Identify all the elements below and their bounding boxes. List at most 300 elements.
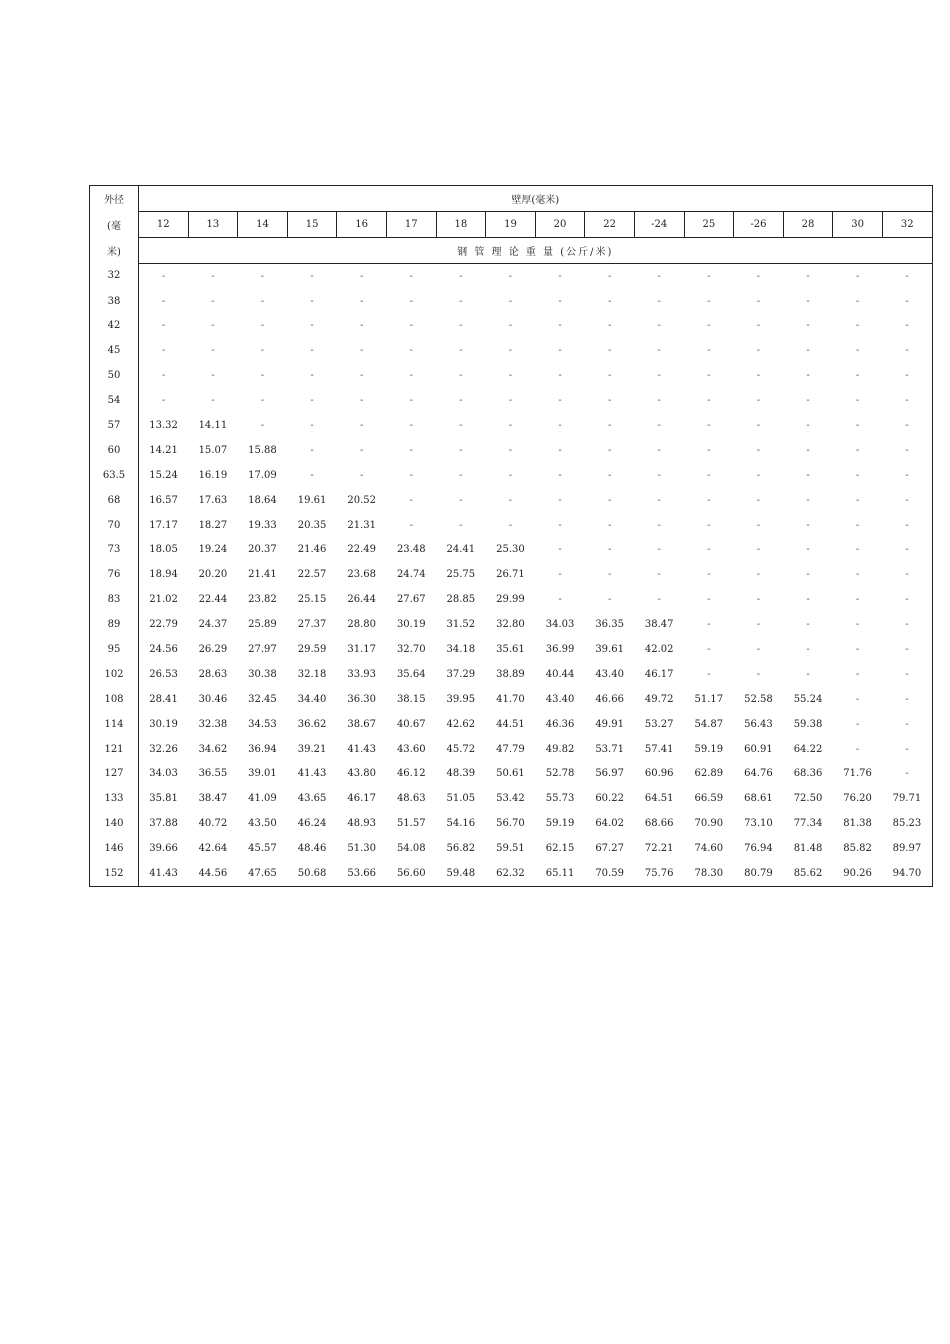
weight-cell: - bbox=[459, 395, 463, 407]
weight-cell: 56.82 bbox=[446, 843, 476, 855]
weight-cell: 41.43 bbox=[139, 861, 189, 886]
weight-cell: 49.91 bbox=[595, 718, 624, 730]
weight-title: 钢 管 理 论 重 量 (公斤/米) bbox=[139, 237, 933, 263]
weight-cell: - bbox=[260, 419, 265, 431]
weight-cell: - bbox=[508, 345, 513, 357]
weight-cell: 42.02 bbox=[644, 643, 674, 655]
weight-cell: 64.02 bbox=[595, 818, 624, 830]
weight-cell: 40.67 bbox=[396, 718, 426, 730]
weight-cell: 66.59 bbox=[694, 793, 724, 805]
weight-cell: 60.96 bbox=[644, 768, 674, 780]
weight-cell: 73.10 bbox=[744, 818, 773, 830]
weight-cell: - bbox=[882, 289, 932, 314]
weight-cell: 46.17 bbox=[644, 668, 674, 680]
weight-cell: - bbox=[459, 494, 463, 506]
weight-cell: 55.24 bbox=[793, 693, 823, 705]
weight-cell: - bbox=[508, 519, 513, 531]
thickness-header-cell: 14 bbox=[238, 211, 288, 237]
weight-cell: 48.46 bbox=[297, 843, 327, 855]
weight-cell: - bbox=[855, 270, 860, 282]
weight-cell: - bbox=[707, 469, 711, 481]
weight-cell: 38.67 bbox=[347, 718, 376, 730]
weight-cell: - bbox=[558, 444, 562, 456]
weight-cell: - bbox=[459, 270, 463, 282]
outer-diameter-cell: 146 bbox=[90, 836, 139, 861]
weight-cell: - bbox=[882, 488, 932, 513]
weight-cell: 46.66 bbox=[595, 693, 624, 705]
weight-cell: 56.43 bbox=[744, 718, 773, 730]
outer-diameter-cell: 114 bbox=[90, 712, 139, 737]
weight-cell: - bbox=[508, 444, 513, 456]
weight-cell: 33.93 bbox=[347, 668, 376, 680]
weight-cell: - bbox=[756, 569, 761, 581]
weight-cell: 68.66 bbox=[644, 818, 674, 830]
weight-cell: 32.80 bbox=[496, 619, 525, 631]
weight-cell: 72.21 bbox=[644, 843, 674, 855]
weight-cell: 18.05 bbox=[149, 544, 178, 556]
outer-diameter-cell: 121 bbox=[90, 737, 139, 762]
weight-cell: - bbox=[806, 320, 810, 332]
weight-cell: 68.36 bbox=[793, 768, 823, 780]
table-row bbox=[90, 761, 933, 786]
weight-cell: - bbox=[806, 345, 810, 357]
weight-cell: 35.64 bbox=[396, 668, 426, 680]
weight-cell: 44.51 bbox=[496, 718, 525, 730]
weight-cell: - bbox=[882, 338, 932, 363]
thickness-header-cell: 25 bbox=[684, 211, 734, 237]
weight-cell: 51.05 bbox=[446, 793, 476, 805]
weight-cell: - bbox=[211, 320, 215, 332]
weight-cell: 77.34 bbox=[793, 818, 823, 830]
weight-cell: - bbox=[882, 637, 932, 662]
weight-cell: - bbox=[657, 594, 661, 606]
weight-cell: - bbox=[607, 594, 612, 606]
weight-cell: - bbox=[756, 469, 761, 481]
weight-cell: 24.41 bbox=[446, 544, 476, 556]
weight-cell: - bbox=[657, 345, 661, 357]
weight-cell: 49.82 bbox=[545, 743, 575, 755]
weight-cell: 34.53 bbox=[248, 718, 277, 730]
weight-cell: - bbox=[459, 320, 463, 332]
weight-cell: - bbox=[607, 395, 612, 407]
weight-cell: 51.17 bbox=[694, 693, 724, 705]
thickness-header-cell: -26 bbox=[734, 211, 784, 237]
header-row-weight-title bbox=[90, 237, 933, 263]
weight-cell: - bbox=[607, 370, 612, 382]
table-row bbox=[90, 786, 933, 811]
thickness-header-cell: 20 bbox=[535, 211, 585, 237]
weight-cell: 70.90 bbox=[694, 818, 724, 830]
weight-cell: 17.09 bbox=[248, 469, 277, 481]
weight-cell: - bbox=[707, 295, 711, 307]
weight-cell: - bbox=[161, 295, 166, 307]
weight-cell: 18.94 bbox=[149, 569, 178, 581]
weight-cell: - bbox=[409, 519, 413, 531]
weight-cell: - bbox=[806, 668, 810, 680]
weight-cell: - bbox=[855, 668, 860, 680]
weight-cell: - bbox=[756, 619, 761, 631]
weight-cell: 89.97 bbox=[882, 836, 932, 861]
weight-cell: 36.62 bbox=[297, 718, 327, 730]
outer-diameter-cell: 133 bbox=[90, 786, 139, 811]
weight-cell: 79.71 bbox=[882, 786, 932, 811]
weight-cell: 85.82 bbox=[843, 843, 872, 855]
weight-cell: 85.62 bbox=[783, 861, 833, 886]
weight-cell: 43.65 bbox=[297, 793, 327, 805]
weight-cell: 44.56 bbox=[188, 861, 238, 886]
weight-cell: 45.72 bbox=[446, 743, 476, 755]
weight-cell: 30.38 bbox=[248, 668, 277, 680]
weight-cell: - bbox=[756, 668, 761, 680]
outer-diameter-cell: 73 bbox=[90, 537, 139, 562]
weight-cell: - bbox=[855, 743, 860, 755]
weight-cell: 38.89 bbox=[496, 668, 525, 680]
weight-cell: 90.26 bbox=[833, 861, 883, 886]
weight-cell: - bbox=[359, 370, 364, 382]
outer-diameter-cell: 42 bbox=[90, 313, 139, 338]
weight-cell: - bbox=[806, 295, 810, 307]
weight-cell: - bbox=[508, 370, 513, 382]
weight-cell: - bbox=[657, 370, 661, 382]
weight-cell: - bbox=[459, 444, 463, 456]
weight-cell: 78.30 bbox=[684, 861, 734, 886]
weight-cell: - bbox=[607, 270, 612, 282]
weight-cell: 51.30 bbox=[347, 843, 376, 855]
weight-cell: 40.72 bbox=[198, 818, 228, 830]
outer-diameter-cell: 102 bbox=[90, 662, 139, 687]
weight-cell: - bbox=[882, 438, 932, 463]
weight-cell: 46.12 bbox=[396, 768, 426, 780]
weight-cell: - bbox=[756, 345, 761, 357]
weight-cell: 67.27 bbox=[595, 843, 624, 855]
weight-cell: 23.68 bbox=[347, 569, 376, 581]
weight-cell: 59.38 bbox=[793, 718, 823, 730]
weight-cell: - bbox=[409, 419, 413, 431]
weight-cell: 49.72 bbox=[644, 693, 674, 705]
weight-cell: - bbox=[260, 395, 265, 407]
weight-cell: - bbox=[657, 270, 661, 282]
weight-cell: 52.58 bbox=[744, 693, 773, 705]
weight-cell: 26.44 bbox=[347, 594, 376, 606]
weight-cell: - bbox=[211, 270, 215, 282]
table-row bbox=[90, 737, 933, 762]
outer-diameter-cell: 50 bbox=[90, 363, 139, 388]
weight-cell: 50.61 bbox=[496, 768, 525, 780]
weight-cell: 53.71 bbox=[595, 743, 624, 755]
weight-cell: 51.57 bbox=[396, 818, 426, 830]
weight-cell: 21.02 bbox=[149, 594, 178, 606]
weight-cell: 41.09 bbox=[248, 793, 277, 805]
weight-cell: 43.80 bbox=[347, 768, 376, 780]
weight-cell: - bbox=[707, 444, 711, 456]
weight-cell: - bbox=[855, 544, 860, 556]
weight-cell: - bbox=[806, 370, 810, 382]
weight-cell: - bbox=[756, 544, 761, 556]
weight-cell: - bbox=[607, 345, 612, 357]
weight-cell: - bbox=[310, 270, 314, 282]
weight-cell: - bbox=[558, 395, 562, 407]
weight-cell: 28.80 bbox=[347, 619, 376, 631]
weight-cell: 26.71 bbox=[496, 569, 525, 581]
weight-cell: - bbox=[855, 370, 860, 382]
outer-diameter-cell: 45 bbox=[90, 338, 139, 363]
weight-cell: 34.62 bbox=[198, 743, 228, 755]
weight-cell: - bbox=[806, 444, 810, 456]
weight-cell: - bbox=[161, 395, 166, 407]
weight-cell: 36.94 bbox=[248, 743, 277, 755]
weight-cell: 23.82 bbox=[248, 594, 277, 606]
thickness-header-cell: 18 bbox=[436, 211, 486, 237]
weight-cell: - bbox=[359, 320, 364, 332]
weight-cell: - bbox=[310, 395, 314, 407]
weight-cell: 42.64 bbox=[198, 843, 228, 855]
weight-cell: 52.78 bbox=[545, 768, 575, 780]
outer-diameter-cell: 140 bbox=[90, 811, 139, 836]
weight-cell: - bbox=[409, 295, 413, 307]
weight-cell: - bbox=[607, 419, 612, 431]
weight-cell: 59.19 bbox=[694, 743, 724, 755]
weight-cell: - bbox=[756, 643, 761, 655]
table-body bbox=[90, 263, 933, 886]
weight-cell: - bbox=[508, 320, 513, 332]
weight-cell: - bbox=[882, 562, 932, 587]
weight-cell: 17.17 bbox=[149, 519, 178, 531]
weight-cell: - bbox=[882, 313, 932, 338]
weight-cell: 15.24 bbox=[149, 469, 178, 481]
weight-cell: - bbox=[508, 395, 513, 407]
weight-cell: - bbox=[882, 537, 932, 562]
weight-cell: 17.63 bbox=[198, 494, 228, 506]
weight-cell: - bbox=[707, 419, 711, 431]
weight-cell: - bbox=[707, 270, 711, 282]
weight-cell: - bbox=[855, 395, 860, 407]
weight-cell: - bbox=[558, 345, 562, 357]
weight-cell: - bbox=[707, 320, 711, 332]
weight-cell: - bbox=[508, 295, 513, 307]
weight-cell: - bbox=[310, 295, 314, 307]
weight-cell: - bbox=[855, 594, 860, 606]
weight-cell: 81.48 bbox=[793, 843, 823, 855]
weight-cell: 14.11 bbox=[198, 419, 228, 431]
weight-cell: - bbox=[882, 363, 932, 388]
weight-cell: 31.52 bbox=[446, 619, 476, 631]
weight-cell: - bbox=[310, 469, 314, 481]
outer-diameter-cell: 108 bbox=[90, 687, 139, 712]
weight-cell: - bbox=[607, 295, 612, 307]
od-header-line1: 外径 bbox=[90, 186, 139, 212]
weight-cell: - bbox=[707, 643, 711, 655]
weight-cell: - bbox=[855, 320, 860, 332]
weight-cell: - bbox=[806, 544, 810, 556]
weight-cell: - bbox=[806, 594, 810, 606]
weight-cell: - bbox=[855, 718, 860, 730]
weight-cell: 43.50 bbox=[248, 818, 277, 830]
weight-cell: - bbox=[882, 587, 932, 612]
weight-cell: - bbox=[882, 388, 932, 413]
weight-cell: 19.33 bbox=[248, 519, 277, 531]
weight-cell: 37.88 bbox=[149, 818, 178, 830]
weight-cell: - bbox=[756, 444, 761, 456]
weight-cell: - bbox=[707, 370, 711, 382]
weight-cell: 53.27 bbox=[644, 718, 674, 730]
thickness-header-cell: 13 bbox=[188, 211, 238, 237]
weight-cell: - bbox=[508, 419, 513, 431]
weight-cell: - bbox=[855, 419, 860, 431]
weight-cell: - bbox=[161, 270, 166, 282]
weight-cell: - bbox=[806, 270, 810, 282]
weight-cell: 34.40 bbox=[297, 693, 327, 705]
outer-diameter-cell: 38 bbox=[90, 289, 139, 314]
weight-cell: 59.19 bbox=[545, 818, 575, 830]
weight-cell: 15.07 bbox=[198, 444, 228, 456]
weight-cell: - bbox=[558, 519, 562, 531]
weight-cell: - bbox=[882, 612, 932, 637]
weight-cell: 36.55 bbox=[198, 768, 228, 780]
weight-cell: - bbox=[310, 444, 314, 456]
weight-cell: - bbox=[211, 370, 215, 382]
outer-diameter-cell: 83 bbox=[90, 587, 139, 612]
weight-cell: 54.87 bbox=[694, 718, 724, 730]
weight-cell: - bbox=[882, 513, 932, 538]
weight-cell: - bbox=[806, 469, 810, 481]
weight-cell: - bbox=[855, 494, 860, 506]
weight-cell: 25.15 bbox=[297, 594, 327, 606]
weight-cell: - bbox=[657, 419, 661, 431]
table-row bbox=[90, 513, 933, 538]
weight-cell: - bbox=[558, 370, 562, 382]
weight-cell: 59.48 bbox=[436, 861, 486, 886]
weight-cell: - bbox=[558, 494, 562, 506]
weight-cell: - bbox=[707, 519, 711, 531]
outer-diameter-cell: 95 bbox=[90, 637, 139, 662]
table-row bbox=[90, 637, 933, 662]
weight-cell: 36.30 bbox=[347, 693, 376, 705]
weight-cell: 32.70 bbox=[396, 643, 426, 655]
weight-cell: 27.67 bbox=[396, 594, 426, 606]
weight-cell: - bbox=[359, 444, 364, 456]
outer-diameter-cell: 57 bbox=[90, 413, 139, 438]
weight-cell: - bbox=[409, 370, 413, 382]
weight-cell: - bbox=[756, 594, 761, 606]
weight-cell: 32.45 bbox=[248, 693, 277, 705]
od-header-line2: (毫 bbox=[90, 211, 139, 237]
weight-cell: 62.15 bbox=[545, 843, 575, 855]
table-row bbox=[90, 861, 933, 886]
weight-cell: 19.61 bbox=[297, 494, 327, 506]
weight-cell: 21.46 bbox=[297, 544, 327, 556]
table-row bbox=[90, 289, 933, 314]
weight-cell: 54.16 bbox=[446, 818, 476, 830]
weight-cell: - bbox=[260, 295, 265, 307]
weight-cell: 27.97 bbox=[248, 643, 277, 655]
table-row bbox=[90, 562, 933, 587]
weight-cell: - bbox=[310, 370, 314, 382]
table-row bbox=[90, 313, 933, 338]
weight-cell: 20.35 bbox=[297, 519, 327, 531]
weight-cell: - bbox=[882, 737, 932, 762]
weight-cell: - bbox=[855, 519, 860, 531]
thickness-header-cell: 15 bbox=[287, 211, 337, 237]
weight-cell: - bbox=[558, 544, 562, 556]
od-header-line3: 米) bbox=[90, 237, 139, 263]
weight-cell: 20.20 bbox=[198, 569, 228, 581]
weight-cell: - bbox=[855, 345, 860, 357]
weight-cell: - bbox=[459, 469, 463, 481]
weight-cell: 85.23 bbox=[882, 811, 932, 836]
weight-cell: 43.60 bbox=[396, 743, 426, 755]
outer-diameter-cell: 32 bbox=[90, 263, 139, 288]
weight-cell: - bbox=[260, 270, 265, 282]
weight-cell: - bbox=[855, 693, 860, 705]
weight-cell: - bbox=[756, 370, 761, 382]
steel-pipe-weight-table bbox=[89, 185, 933, 887]
outer-diameter-cell: 70 bbox=[90, 513, 139, 538]
weight-cell: 24.56 bbox=[149, 643, 178, 655]
weight-cell: 94.70 bbox=[882, 861, 932, 886]
weight-cell: - bbox=[882, 687, 932, 712]
table-row bbox=[90, 836, 933, 861]
weight-cell: 72.50 bbox=[793, 793, 823, 805]
weight-cell: - bbox=[657, 295, 661, 307]
weight-cell: 59.51 bbox=[496, 843, 525, 855]
weight-cell: - bbox=[409, 469, 413, 481]
outer-diameter-cell: 63.5 bbox=[90, 463, 139, 488]
weight-cell: - bbox=[211, 395, 215, 407]
weight-cell: - bbox=[459, 370, 463, 382]
weight-cell: - bbox=[657, 395, 661, 407]
outer-diameter-cell: 152 bbox=[90, 861, 139, 886]
weight-cell: - bbox=[806, 395, 810, 407]
weight-cell: - bbox=[707, 569, 711, 581]
weight-cell: 28.63 bbox=[198, 668, 228, 680]
weight-cell: - bbox=[657, 519, 661, 531]
weight-cell: - bbox=[855, 444, 860, 456]
thickness-header-cell: 12 bbox=[139, 211, 189, 237]
weight-cell: 34.18 bbox=[446, 643, 476, 655]
weight-cell: 48.93 bbox=[347, 818, 376, 830]
weight-cell: 56.70 bbox=[496, 818, 525, 830]
weight-cell: - bbox=[806, 569, 810, 581]
weight-cell: 22.79 bbox=[149, 619, 178, 631]
table-row bbox=[90, 587, 933, 612]
weight-cell: 34.03 bbox=[545, 619, 575, 631]
weight-cell: 37.29 bbox=[446, 668, 476, 680]
weight-cell: 14.21 bbox=[149, 444, 178, 456]
weight-cell: 41.43 bbox=[347, 743, 376, 755]
weight-cell: 28.85 bbox=[446, 594, 476, 606]
weight-cell: - bbox=[855, 569, 860, 581]
weight-cell: 35.81 bbox=[149, 793, 178, 805]
weight-cell: - bbox=[359, 395, 364, 407]
table-row bbox=[90, 687, 933, 712]
weight-cell: 20.37 bbox=[248, 544, 277, 556]
weight-cell: - bbox=[607, 469, 612, 481]
weight-cell: 24.74 bbox=[396, 569, 426, 581]
weight-cell: - bbox=[310, 345, 314, 357]
weight-cell: - bbox=[657, 444, 661, 456]
weight-cell: 25.30 bbox=[496, 544, 525, 556]
weight-cell: - bbox=[310, 320, 314, 332]
weight-cell: 60.91 bbox=[744, 743, 773, 755]
weight-cell: 39.61 bbox=[595, 643, 624, 655]
weight-cell: - bbox=[756, 494, 761, 506]
weight-cell: 46.17 bbox=[347, 793, 376, 805]
outer-diameter-cell: 89 bbox=[90, 612, 139, 637]
wall-thickness-title: 壁厚(毫米) bbox=[139, 186, 933, 212]
weight-cell: - bbox=[756, 395, 761, 407]
weight-cell: - bbox=[211, 345, 215, 357]
weight-cell: 60.22 bbox=[595, 793, 624, 805]
